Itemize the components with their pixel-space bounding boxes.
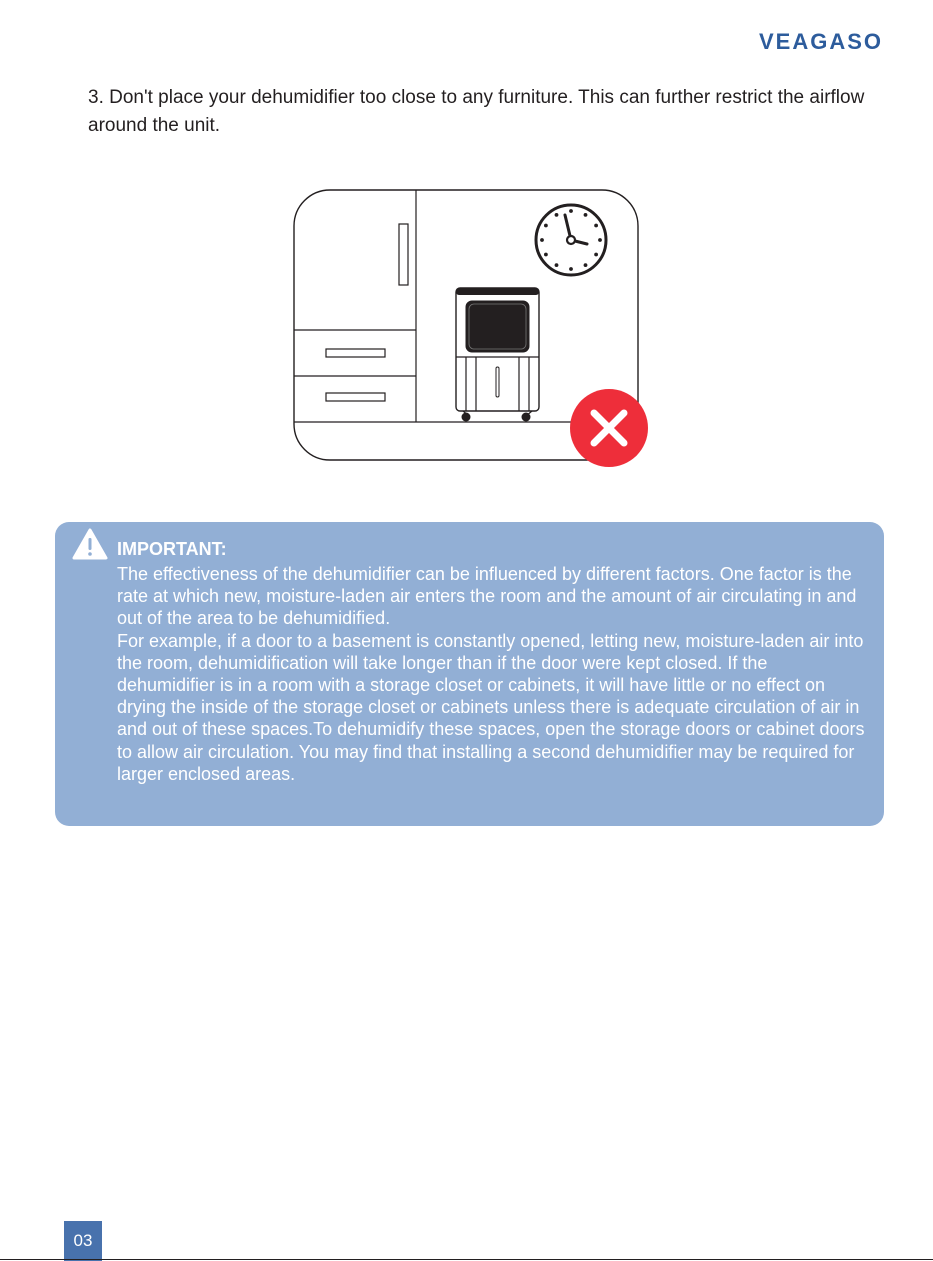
dehumidifier bbox=[456, 288, 539, 422]
page-number-badge: 03 bbox=[64, 1221, 102, 1261]
brand-logo: VEAGASO bbox=[758, 29, 883, 54]
dehumidifier-panel bbox=[466, 301, 529, 352]
wall-clock-icon bbox=[536, 205, 606, 275]
warning-icon bbox=[72, 528, 108, 560]
notice-paragraph: The effectiveness of the dehumidifier can be influenced by different factors. One factor is the rate at which new, moisture-laden air enters the room and the amount of air circulating in and out of the area to be dehumidified. bbox=[117, 564, 857, 629]
x-mark-icon bbox=[570, 389, 648, 467]
instruction-text: 3. Don't place your dehumidifier too close to any furniture. This can further restrict the airflow around the unit. bbox=[88, 87, 865, 136]
drawer-handle-bottom bbox=[326, 393, 385, 401]
important-notice-box bbox=[55, 522, 884, 826]
footer-divider bbox=[0, 1259, 933, 1260]
notice-paragraph: For example, if a door to a basement is constantly opened, letting new, moisture-laden air into the room, dehumidification will take longer than if the door were kept closed. If the dehumidifier is in a room with a storage closet or cabinets, it will have little or no effect on drying the inside of the storage closet or cabinets unless there is adequate circulation of air in and out of these spaces.To dehumidify these spaces, open the storage doors or cabinet doors to allow air circulation. You may find that installing a second dehumidifier may be required for larger enclosed areas. bbox=[117, 630, 865, 784]
notice-title: IMPORTANT: bbox=[117, 539, 227, 559]
water-tank-window bbox=[496, 367, 499, 397]
wheel-left bbox=[462, 413, 471, 422]
wheel-right bbox=[522, 413, 531, 422]
cabinet-door-handle bbox=[399, 224, 408, 285]
drawer-handle-top bbox=[326, 349, 385, 357]
furniture-placement-illustration bbox=[290, 186, 652, 468]
notice-body bbox=[117, 563, 867, 785]
